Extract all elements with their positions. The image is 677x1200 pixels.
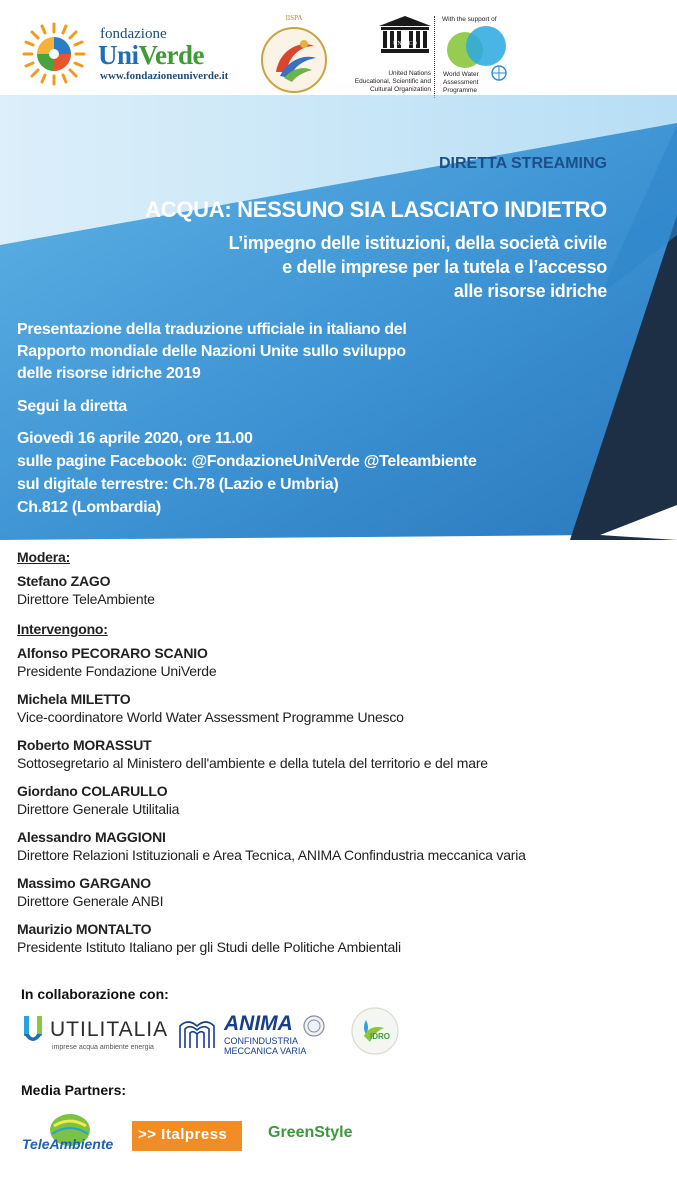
italpress-logo[interactable] [132,1121,242,1151]
univerde-wordmark [98,40,204,71]
speaker-item [17,782,526,818]
teleambiente-logo[interactable] [22,1108,112,1164]
unesco-wordmark: UNESCO [392,41,418,47]
speaker-item [17,644,526,680]
speaker-name: Michela MILETTO [17,691,131,707]
collaboration-heading: In collaborazione con: [21,986,169,1002]
un-emblem-icon [490,64,508,82]
wwap-caption-line: Assessment [443,79,479,86]
header-logos [0,0,677,110]
univerde-url[interactable]: www.fondazioneuniverde.it [100,70,229,82]
iispa-logo [258,14,330,100]
anima-sub: CONFINDUSTRIA [224,1036,298,1046]
greenstyle-logo[interactable]: GreenStyle [268,1124,353,1141]
event-date: Giovedì 16 aprile 2020, ore 11.00 [17,430,253,447]
utilitalia-name: UTILITALIA [50,1018,169,1041]
wwap-caption [443,71,479,95]
speaker-role: Direttore Generale Utilitalia [17,801,180,817]
speaker-item [17,736,526,772]
speaker-name: Maurizio MONTALTO [17,921,152,937]
anima-logo[interactable] [178,1012,328,1054]
speaker-item [17,920,526,956]
subtitle-line: e delle imprese per la tutela e l’accesso [282,257,607,277]
header-divider [434,16,436,98]
anima-name: ANIMA [224,1012,293,1035]
speaker-item [17,690,526,726]
anima-mark-icon [178,1016,216,1050]
anima-badge-icon [302,1014,326,1038]
moderator-heading: Modera: [17,549,71,565]
utilitalia-mark-icon [22,1014,44,1046]
speakers-heading: Intervengono: [17,621,108,637]
unesco-temple-icon [379,16,431,54]
idro-logo[interactable] [350,1006,400,1056]
unesco-logo [345,16,435,98]
support-label: With the support of [442,16,497,23]
event-title: ACQUA: NESSUNO SIA LASCIATO INDIETRO [145,197,607,222]
iispa-label: IISPA [285,14,303,22]
univerde-uni: Uni [98,40,139,70]
anima-sub: MECCANICA VARIA [224,1046,307,1056]
sun-icon [22,22,86,86]
speaker-name: Alfonso PECORARO SCANIO [17,645,208,661]
unesco-caption-line: Educational, Scientific and [354,78,431,85]
speaker-role: Sottosegretario al Ministero dell'ambiente e della tutela del territorio e del mare [17,755,488,771]
speaker-item [17,874,526,910]
speaker-name: Massimo GARGANO [17,875,151,891]
speakers-block [17,620,526,956]
univerde-prefix: fondazione [100,26,167,42]
speaker-name: Alessandro MAGGIONI [17,829,166,845]
wwap-caption-line: Programme [443,87,477,94]
moderator [17,572,155,608]
unesco-caption-line: United Nations [388,70,431,77]
wwap-caption-line: World Water [443,71,479,78]
presentation-line: Rapporto mondiale delle Nazioni Unite sullo sviluppo [17,343,406,360]
speaker-name: Stefano ZAGO [17,573,111,589]
hero-banner [0,95,677,545]
utilitalia-logo[interactable] [22,1012,169,1054]
event-details [17,427,477,519]
speaker-name: Roberto MORASSUT [17,737,152,753]
media-partners-heading: Media Partners: [21,1082,127,1098]
speaker-role: Vice-coordinatore World Water Assessment Programme Unesco [17,709,404,725]
presentation-line: delle risorse idriche 2019 [17,365,201,382]
univerde-logo[interactable] [22,20,232,86]
segui-label: Segui la diretta [17,398,127,415]
speaker-role: Direttore TeleAmbiente [17,591,155,607]
speaker-item [17,828,526,864]
moderator-block [17,548,155,608]
speaker-role: Presidente Istituto Italiano per gli Studi delle Politiche Ambientali [17,939,401,955]
speaker-role: Direttore Generale ANBI [17,893,164,909]
iispa-emblem-icon [258,20,330,100]
speaker-name: Giordano COLARULLO [17,783,168,799]
utilitalia-tagline: imprese acqua ambiente energia [52,1044,154,1051]
speaker-role: Presidente Fondazione UniVerde [17,663,217,679]
presentation-line: Presentazione della traduzione ufficiale in italiano del [17,321,407,338]
subtitle-line: alle risorse idriche [453,281,607,301]
speaker-role: Direttore Relazioni Istituzionali e Area Tecnica, ANIMA Confindustria meccanica varia [17,847,526,863]
event-subtitle [147,231,607,303]
facebook-pages[interactable]: sulle pagine Facebook: @FondazioneUniVerde @Teleambiente [17,453,477,470]
teleambiente-name: TeleAmbiente [22,1136,114,1152]
italpress-name: >> Italpress [138,1126,228,1143]
presentation-text [17,319,447,385]
diretta-label: DIRETTA STREAMING [439,155,607,172]
lombardia-channel: Ch.812 (Lombardia) [17,499,161,516]
unesco-caption [345,70,431,94]
univerde-verde: Verde [138,40,205,70]
idro-name: IDRO [370,1032,390,1041]
unesco-caption-line: Cultural Organization [369,86,431,93]
subtitle-line: L’impegno delle istituzioni, della società civile [228,233,607,253]
digital-channel: sul digitale terrestre: Ch.78 (Lazio e Umbria) [17,476,339,493]
